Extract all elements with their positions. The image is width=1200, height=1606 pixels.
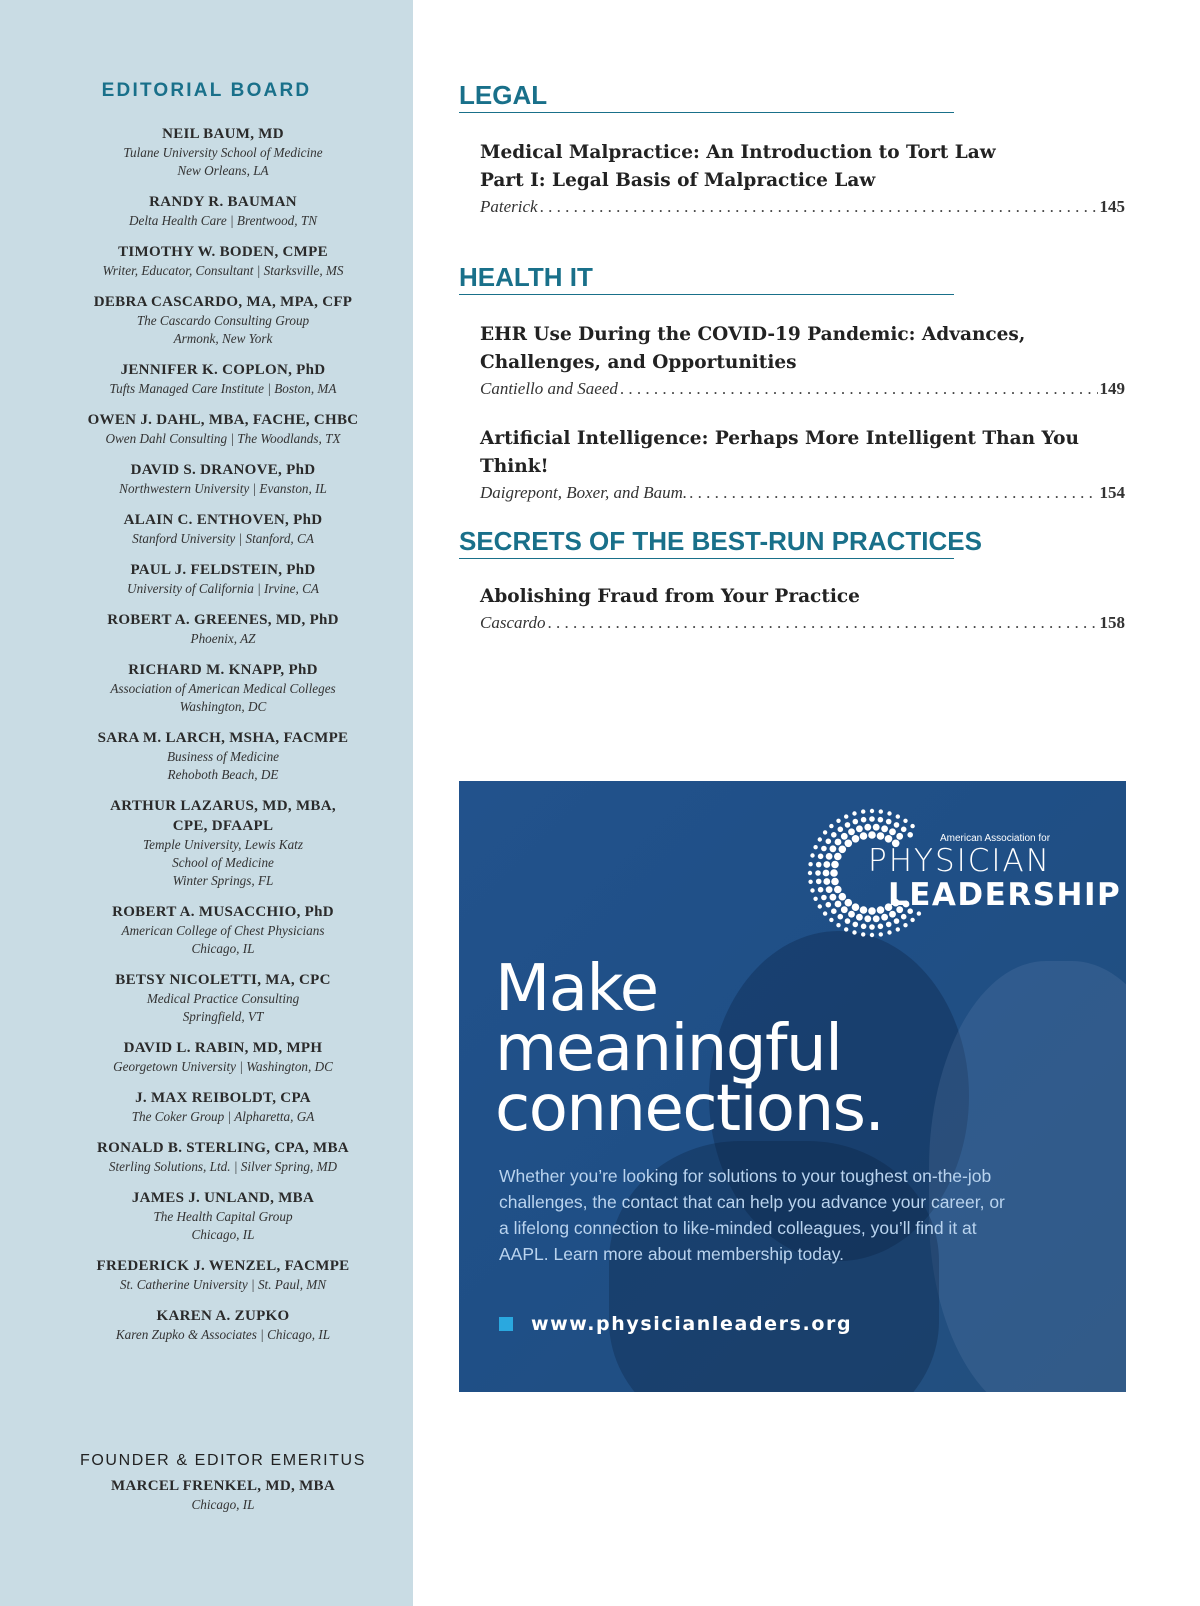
article-authors: Cantiello and Saeed: [480, 379, 618, 398]
board-member-name: JENNIFER K. COPLON, PhD: [120, 362, 326, 378]
logo-dot: [896, 814, 900, 818]
logo-dot: [903, 923, 907, 927]
article-byline: [480, 197, 1125, 217]
logo-dot: [810, 888, 814, 892]
dot-leader: [548, 613, 1098, 633]
article-byline: [480, 613, 1125, 633]
logo-dot: [896, 833, 903, 840]
board-member-affiliation: Washington, DC: [179, 699, 267, 714]
board-member-affiliation: The Coker Group | Alpharetta, GA: [131, 1109, 315, 1124]
board-member-name: KAREN A. ZUPKO: [156, 1308, 290, 1324]
ad-headline-line: meaningful: [495, 1012, 842, 1086]
logo-dot: [873, 915, 880, 922]
logo-dot: [826, 839, 832, 845]
logo-dot: [910, 918, 914, 922]
board-member-name: TIMOTHY W. BODEN, CMPE: [118, 244, 328, 260]
board-member-affiliation: Winter Springs, FL: [172, 873, 274, 888]
logo-dot: [839, 846, 847, 854]
board-member-name: JAMES J. UNLAND, MBA: [131, 1190, 315, 1206]
section-health-it: [459, 262, 1125, 503]
article-title-line: EHR Use During the COVID-19 Pandemic: Advances,: [480, 324, 1026, 345]
dot-leader: [620, 379, 1098, 399]
logo-dot: [878, 924, 884, 930]
article-authors: Paterick: [480, 197, 538, 216]
article-title-line: Part I: Legal Basis of Malpractice Law: [480, 170, 876, 191]
logo-dot: [861, 924, 867, 930]
board-member-affiliation: Phoenix, AZ: [190, 631, 256, 646]
logo-dot: [868, 831, 876, 839]
logo-dot: [823, 830, 827, 834]
logo-dot: [887, 930, 891, 934]
board-member-affiliation: New Orleans, LA: [177, 163, 269, 178]
logo-dot: [910, 824, 914, 828]
logo-dot: [889, 828, 896, 835]
logo-dot: [830, 845, 837, 852]
square-bullet-icon: [499, 1317, 513, 1331]
logo-dot: [870, 933, 874, 937]
logo-dot: [829, 824, 833, 828]
logo-dot: [845, 918, 851, 924]
board-member-affiliation: Sterling Solutions, Ltd. | Silver Spring, MD: [108, 1159, 338, 1174]
board-member: [0, 460, 446, 498]
logo-dot: [878, 817, 884, 823]
logo-dot: [816, 862, 822, 868]
logo-dot: [830, 869, 838, 877]
board-member-affiliation: Stanford University | Stanford, CA: [132, 531, 314, 546]
board-member: [0, 902, 446, 958]
logo-dot: [826, 853, 833, 860]
logo-dot: [836, 819, 840, 823]
logo-dot: [845, 840, 853, 848]
board-member: [0, 796, 446, 890]
ad-url-text[interactable]: www.physicianleaders.org: [531, 1313, 853, 1335]
logo-dot: [839, 893, 847, 901]
logo-dot: [869, 816, 875, 822]
logo-physician-text: PHYSICIAN: [868, 843, 1051, 879]
logo-dot: [852, 811, 856, 815]
founder: [0, 1476, 446, 1514]
board-member-name: ARTHUR LAZARUS, MD, MBA,: [110, 798, 336, 814]
section-title: LEGAL: [459, 80, 954, 113]
board-member-affiliation: The Cascardo Consulting Group: [136, 313, 310, 328]
board-member-affiliation: Northwestern University | Evanston, IL: [119, 481, 327, 496]
founder-location: Chicago, IL: [191, 1497, 255, 1512]
section-secrets-best-run-practices: [459, 526, 1125, 633]
board-member-name: FREDERICK J. WENZEL, FACMPE: [96, 1258, 350, 1274]
logo-dot: [808, 862, 812, 866]
logo-dot: [836, 923, 840, 927]
logo-dot: [877, 906, 885, 914]
logo-dot: [830, 894, 837, 901]
board-member-name: ALAIN C. ENTHOVEN, PhD: [123, 512, 323, 528]
logo-dot: [848, 828, 855, 835]
logo-dot: [823, 861, 830, 868]
board-member-affiliation: Chicago, IL: [191, 941, 255, 956]
ad-body-text: Whether you’re looking for solutions to your toughest on-the-job challenges, the contact that can help you advance your career, or a lifelong connection to like-minded colleagues, you’ll find it at AAPL. Learn more about membership today.: [499, 1166, 1005, 1264]
board-member: [0, 660, 446, 716]
logo-dot: [821, 846, 827, 852]
ad-headline: [495, 952, 884, 1146]
logo-dot: [829, 918, 833, 922]
board-member-name: DAVID L. RABIN, MD, MPH: [123, 1040, 323, 1056]
board-member: [0, 1088, 446, 1126]
article-byline: [480, 379, 1125, 399]
logo-dot: [856, 914, 863, 921]
board-member-affiliation: Writer, Educator, Consultant | Starksville, MS: [102, 263, 344, 278]
section-title: SECRETS OF THE BEST-RUN PRACTICES: [459, 526, 954, 559]
logo-dot: [852, 930, 856, 934]
logo-dot: [894, 918, 900, 924]
toc-entry[interactable]: [480, 583, 1125, 633]
logo-dot: [835, 839, 842, 846]
logo-dot: [873, 824, 880, 831]
dot-leader: [689, 483, 1097, 503]
founder-name: MARCEL FRENKEL, MD, MBA: [111, 1478, 335, 1494]
logo-dot: [826, 886, 833, 893]
board-member-affiliation: University of California | Irvine, CA: [127, 581, 319, 596]
board-member-name: OWEN J. DAHL, MBA, FACHE, CHBC: [87, 412, 359, 428]
article-authors: Daigrepont, Boxer, and Baum.: [480, 483, 688, 502]
board-member: [0, 292, 446, 348]
board-member-name: NEIL BAUM, MD: [162, 126, 284, 142]
article-title-line: Artificial Intelligence: Perhaps More Intelligent Than You Think!: [480, 428, 1079, 477]
logo-dot: [831, 908, 837, 914]
article-page-number: 145: [1099, 197, 1125, 216]
editorial-board-title: EDITORIAL BOARD: [101, 80, 312, 101]
dot-leader: [540, 197, 1098, 217]
logo-dot: [845, 899, 853, 907]
board-member: [0, 1038, 446, 1076]
logo-dot: [894, 822, 900, 828]
article-title-line: Challenges, and Opportunities: [480, 352, 797, 373]
toc-entry[interactable]: [480, 321, 1125, 399]
ad-headline-line: Make: [495, 952, 658, 1026]
founder-label: FOUNDER & EDITOR EMERITUS: [80, 1452, 366, 1469]
board-member-name: DAVID S. DRANOVE, PhD: [130, 462, 316, 478]
board-member: [0, 242, 446, 280]
article-byline: [480, 483, 1125, 503]
logo-dot: [826, 902, 832, 908]
board-member-affiliation: St. Catherine University | St. Paul, MN: [119, 1277, 327, 1292]
board-member: [0, 1256, 446, 1294]
ad-url-link[interactable]: [499, 1313, 852, 1335]
logo-dot: [841, 906, 848, 913]
aapl-logo: [804, 803, 1122, 953]
toc-entry[interactable]: [480, 425, 1125, 503]
logo-dot: [864, 824, 871, 831]
logo-dot: [845, 822, 851, 828]
board-member-affiliation: Tulane University School of Medicine: [123, 145, 323, 160]
toc-entry[interactable]: [480, 139, 1125, 217]
board-member-affiliation: Medical Practice Consulting: [146, 991, 300, 1006]
logo-dot: [823, 870, 830, 877]
board-member: [0, 610, 446, 648]
logo-dot: [853, 819, 859, 825]
board-member-affiliation: Temple University, Lewis Katz: [143, 837, 303, 852]
board-member: [0, 1188, 446, 1244]
logo-dot: [864, 915, 871, 922]
logo-dot: [815, 870, 821, 876]
logo-dot: [861, 932, 865, 936]
logo-dot: [896, 927, 900, 931]
logo-dot: [860, 832, 868, 840]
editorial-board-list: [0, 124, 446, 1356]
logo-dot: [852, 903, 860, 911]
board-member-affiliation: Georgetown University | Washington, DC: [113, 1059, 333, 1074]
board-member: [0, 1138, 446, 1176]
logo-dot: [834, 853, 842, 861]
logo-dot: [841, 833, 848, 840]
logo-dot: [834, 886, 842, 894]
board-member-name: DEBRA CASCARDO, MA, MPA, CFP: [93, 294, 353, 310]
board-member-affiliation: Tufts Managed Care Institute | Boston, MA: [109, 381, 337, 396]
board-member-name: RANDY R. BAUMAN: [149, 194, 297, 210]
logo-dot: [838, 827, 844, 833]
board-member-name: SARA M. LARCH, MSHA, FACMPE: [97, 730, 349, 746]
logo-dot: [901, 914, 907, 920]
logo-dot: [856, 825, 863, 832]
logo-dot: [818, 854, 824, 860]
logo-dot: [903, 819, 907, 823]
logo-dot: [861, 817, 867, 823]
board-member-affiliation: School of Medicine: [172, 855, 274, 870]
logo-dot: [901, 827, 907, 833]
logo-dot: [823, 878, 830, 885]
board-member: [0, 410, 446, 448]
logo-dot: [886, 819, 892, 825]
logo-dot: [831, 878, 839, 886]
logo-dot: [838, 914, 844, 920]
logo-dot: [868, 907, 876, 915]
section-legal: [459, 80, 1125, 217]
section-title: HEALTH IT: [459, 262, 954, 295]
board-member-name: PAUL J. FELDSTEIN, PhD: [130, 562, 316, 578]
logo-dot: [831, 861, 839, 869]
logo-dot: [885, 835, 893, 843]
logo-dot: [818, 887, 824, 893]
board-member-affiliation: Springfield, VT: [182, 1009, 264, 1024]
editorial-board-sidebar: [0, 0, 413, 1606]
board-member-affiliation: The Health Capital Group: [153, 1209, 293, 1224]
logo-dot: [907, 832, 913, 838]
logo-dot: [852, 835, 860, 843]
article-page-number: 154: [1099, 483, 1125, 502]
logo-dot: [813, 897, 817, 901]
logo-dot: [808, 871, 812, 875]
board-member: [0, 510, 446, 548]
logo-dot: [810, 853, 814, 857]
logo-dot: [853, 922, 859, 928]
board-member-affiliation: Owen Dahl Consulting | The Woodlands, TX: [105, 431, 341, 446]
logo-dot: [881, 825, 888, 832]
article-page-number: 149: [1099, 379, 1125, 398]
logo-dot: [813, 845, 817, 849]
logo-dot: [879, 809, 883, 813]
board-member-name: RICHARD M. KNAPP, PhD: [128, 662, 318, 678]
logo-dot: [869, 924, 875, 930]
logo-dot: [821, 895, 827, 901]
logo-dot: [818, 904, 822, 908]
board-member-affiliation: Association of American Medical Colleges: [110, 681, 336, 696]
board-member-affiliation: Chicago, IL: [191, 1227, 255, 1242]
logo-dot: [835, 901, 842, 908]
logo-dot: [816, 879, 822, 885]
board-member-affiliation: Business of Medicine: [166, 749, 280, 764]
board-member: [0, 1306, 446, 1344]
logo-dot: [831, 832, 837, 838]
board-member: [0, 360, 446, 398]
article-page-number: 158: [1099, 613, 1125, 632]
logo-dot: [808, 880, 812, 884]
logo-dot: [818, 837, 822, 841]
board-member-name: ROBERT A. MUSACCHIO, PhD: [112, 904, 334, 920]
logo-dot: [870, 809, 874, 813]
logo-dot: [879, 932, 883, 936]
board-member-name: J. MAX REIBOLDT, CPA: [135, 1090, 311, 1106]
board-member: [0, 560, 446, 598]
logo-dot: [848, 911, 855, 918]
logo-dot: [844, 814, 848, 818]
logo-dot: [886, 922, 892, 928]
logo-dot: [844, 927, 848, 931]
article-authors: Cascardo: [480, 613, 546, 632]
board-member-affiliation: Armonk, New York: [173, 331, 273, 346]
aapl-advertisement[interactable]: [459, 781, 1126, 1392]
board-member-affiliation: Karen Zupko & Associates | Chicago, IL: [115, 1327, 331, 1342]
board-member-affiliation: American College of Chest Physicians: [121, 923, 325, 938]
board-member-affiliation: Rehoboth Beach, DE: [167, 767, 279, 782]
logo-tagline: American Association for: [940, 833, 1051, 844]
logo-dot: [881, 914, 888, 921]
ad-headline-line: connections.: [495, 1072, 884, 1146]
article-title-line: Medical Malpractice: An Introduction to Tort Law: [480, 142, 996, 163]
board-member: [0, 124, 446, 180]
logo-dot: [823, 911, 827, 915]
board-member-affiliation: Delta Health Care | Brentwood, TN: [129, 213, 317, 228]
board-member-name: BETSY NICOLETTI, MA, CPC: [115, 972, 331, 988]
logo-dot: [860, 906, 868, 914]
board-member-name: RONALD B. STERLING, CPA, MBA: [97, 1140, 349, 1156]
article-title-line: Abolishing Fraud from Your Practice: [480, 586, 860, 607]
board-member: [0, 192, 446, 230]
logo-leadership-text: LEADERSHIP: [888, 877, 1122, 913]
board-member-name: ROBERT A. GREENES, MD, PhD: [107, 612, 339, 628]
logo-dot: [861, 809, 865, 813]
logo-dot: [877, 832, 885, 840]
board-member-name: CPE, DFAAPL: [172, 818, 274, 834]
board-member: [0, 970, 446, 1026]
board-member: [0, 728, 446, 784]
logo-dot: [887, 811, 891, 815]
